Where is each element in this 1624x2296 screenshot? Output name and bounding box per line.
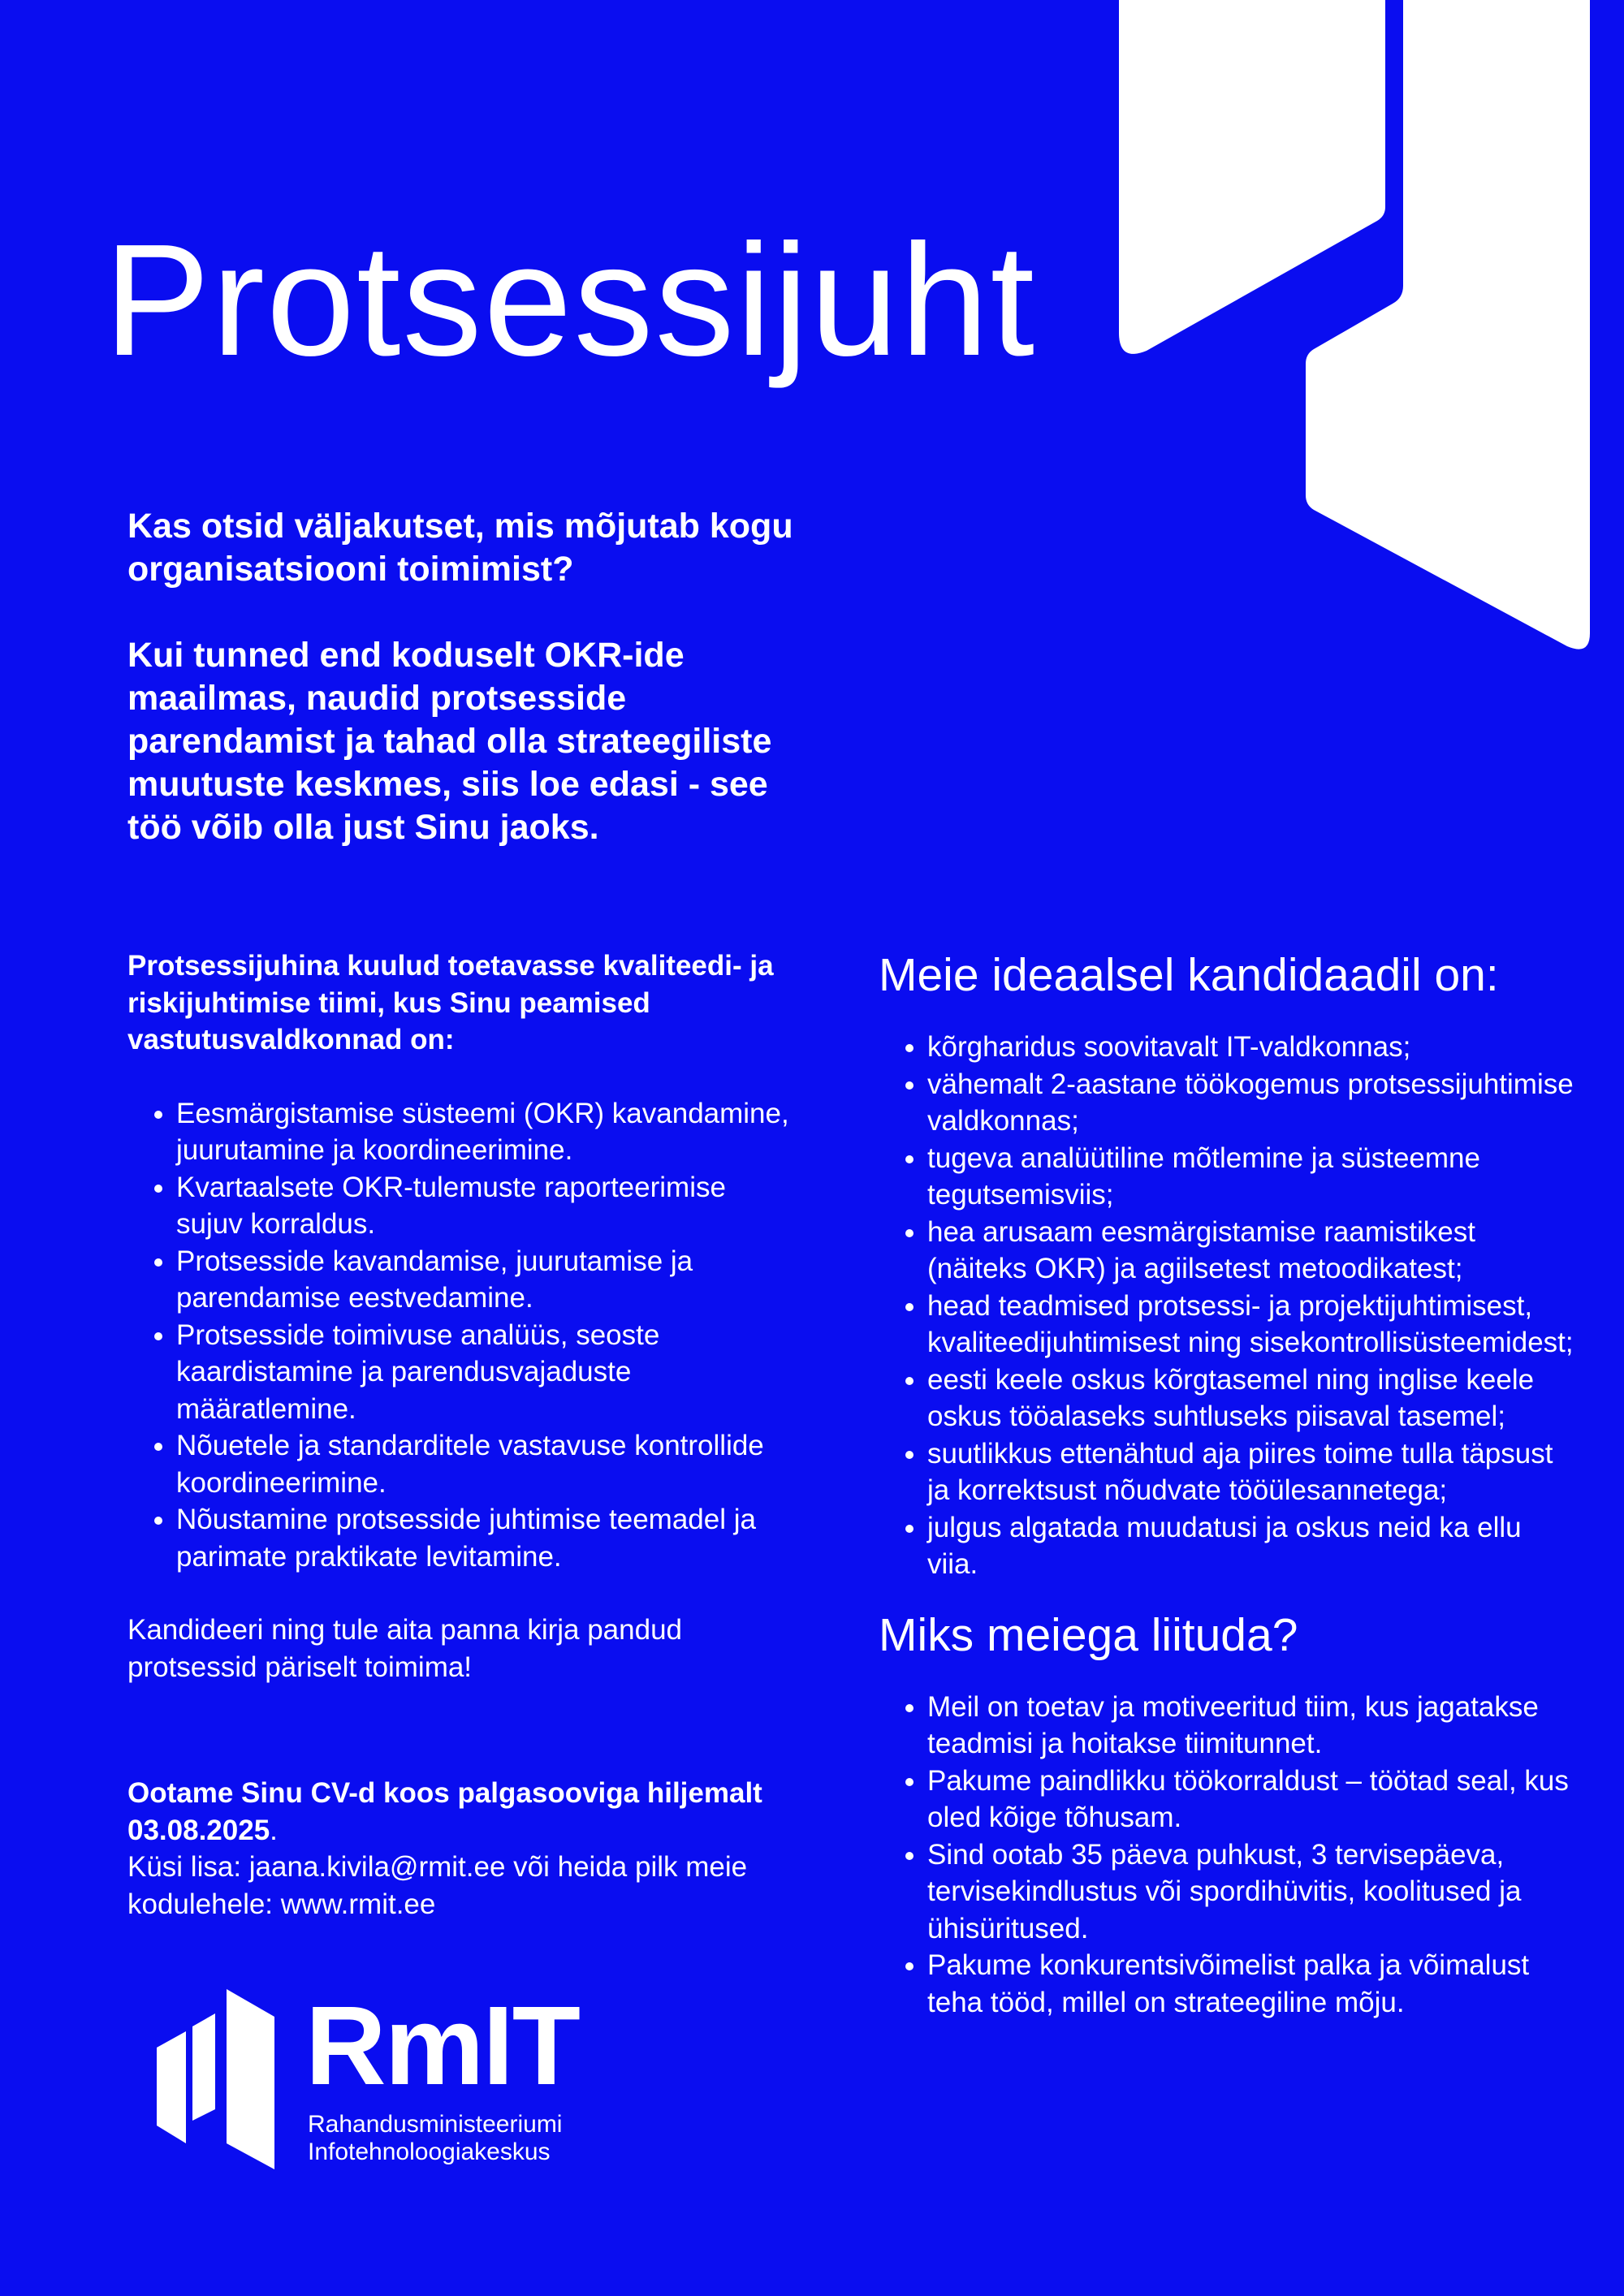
contact-text: Küsi lisa: jaana.kivila@rmit.ee või heida pilk meie kodulehele: www.rmit.ee	[127, 1851, 748, 1920]
list-item: • Nõuetele ja standarditele vastavuse kontrollide koordineerimine.	[176, 1427, 793, 1501]
logo-wordmark: RmIT	[305, 1983, 579, 2108]
list-item: • Nõustamine protsesside juhtimise teemadel ja parimate praktikate levitamine.	[176, 1501, 793, 1575]
list-item: • Protsesside toimivuse analüüs, seoste kaardistamine ja parendusvajaduste määratlemine.	[176, 1317, 793, 1428]
intro	[127, 505, 810, 849]
logo-line-1: Rahandusministeeriumi	[308, 2111, 563, 2138]
list-item: • kõrgharidus soovitavalt IT-valdkonnas;	[927, 1029, 1577, 1066]
list-item: • eesti keele oskus kõrgtasemel ning inglise keele oskus tööalaseks suhtluseks piisaval tasemel;	[927, 1362, 1577, 1435]
ideal-list	[879, 1029, 1577, 1583]
list-item: • Eesmärgistamise süsteemi (OKR) kavandamine, juurutamine ja koordineerimine.	[176, 1095, 793, 1169]
requirements-section	[879, 944, 1577, 2021]
list-item: • suutlikkus ettenähtud aja piires toime tulla täpsust ja korrektsust nõudvate tööülesannetega;	[927, 1435, 1577, 1509]
list-item: • Pakume konkurentsivõimelist palka ja võimalust teha tööd, millel on strateegiline mõju.	[927, 1947, 1577, 2021]
rmit-logo	[157, 1983, 611, 2172]
logo-subtitle	[308, 2111, 562, 2166]
list-item: • Kvartaalsete OKR-tulemuste raporteerimise sujuv korraldus.	[176, 1169, 793, 1243]
responsibilities-lead: Protsessijuhina kuulud toetavasse kvaliteedi- ja riskijuhtimise tiimi, kus Sinu peamised vastutusvaldkonnad on:	[127, 950, 774, 1055]
list-item: • Pakume paindlikku töökorraldust – töötad seal, kus oled kõige tõhusam.	[927, 1763, 1577, 1836]
list-item: • vähemalt 2-aastane töökogemus protsessijuhtimise valdkonnas;	[927, 1066, 1577, 1140]
list-item: • Sind ootab 35 päeva puhkust, 3 tervisepäeva, tervisekindlustus või spordihüvitis, koolitused ja ühisüritused.	[927, 1836, 1577, 1948]
why-list	[879, 1689, 1577, 2022]
contact-info	[127, 1775, 793, 1923]
list-item: • hea arusaam eesmärgistamise raamistikest (näiteks OKR) ja agiilsetest metoodikatest;	[927, 1214, 1577, 1288]
list-item: • Meil on toetav ja motiveeritud tiim, kus jagatakse teadmisi ja hoitakse tiimitunnet.	[927, 1689, 1577, 1763]
ideal-heading: Meie ideaalsel kandidaadil on:	[879, 949, 1499, 1001]
responsibilities-list	[127, 1095, 793, 1576]
intro-question: Kas otsid väljakutset, mis mõjutab kogu organisatsiooni toimimist?	[127, 507, 793, 589]
call-to-action: Kandideeri ning tule aita panna kirja pandud protsessid päriselt toimima!	[127, 1614, 683, 1683]
intro-text: Kui tunned end koduselt OKR-ide maailmas, naudid protsesside parendamist ja tahad olla strateegiliste muutuste keskmes, siis loe edasi - see töö võib olla just Sinu jaoks.	[127, 636, 772, 847]
logo-line-2: Infotehnoloogiakeskus	[308, 2138, 551, 2165]
list-item: • julgus algatada muudatusi ja oskus neid ka ellu viia.	[927, 1509, 1577, 1583]
responsibilities-section	[127, 947, 793, 1923]
rmit-logo-mark-icon	[157, 1989, 274, 2169]
deadline-text: Ootame Sinu CV-d koos palgasooviga hiljemalt 03.08.2025	[127, 1777, 762, 1846]
why-heading: Miks meiega liituda?	[879, 1608, 1298, 1661]
list-item: • tugeva analüütiline mõtlemine ja süsteemne tegutsemisviis;	[927, 1140, 1577, 1214]
list-item: • Protsesside kavandamise, juurutamise ja parendamise eestvedamine.	[176, 1243, 793, 1317]
page-title: Protsessijuht	[104, 211, 1037, 389]
deadline-period: .	[270, 1814, 278, 1846]
list-item: • head teadmised protsessi- ja projektijuhtimisest, kvaliteedijuhtimisest ning sisekontrollisüsteemidest;	[927, 1288, 1577, 1362]
